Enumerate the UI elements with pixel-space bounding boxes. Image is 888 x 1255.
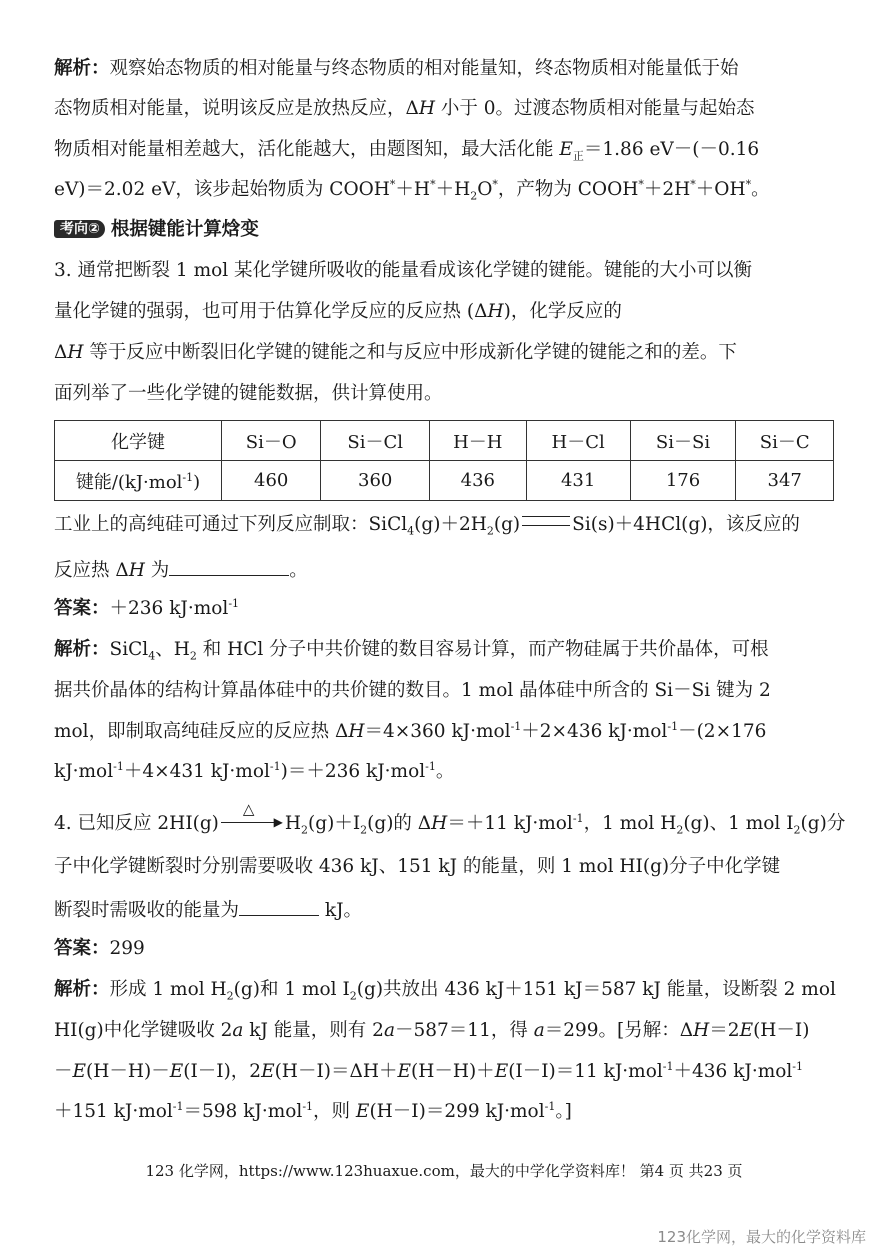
analysis-1-line-1: 解析：观察始态物质的相对能量与终态物质的相对能量知，终态物质相对能量低于始 (54, 58, 739, 79)
q4-answer: 答案：299 (54, 938, 145, 959)
analysis-1-line-4: eV)＝2.02 eV，该步起始物质为 $COOH^*+H^*+H_2O^*$，产物为 COOH*＋2H*＋OH*。 (54, 177, 770, 203)
q4-analysis-line-4: ＋151 kJ·mol$^{-1}$＝598 kJ·mol$^{-1}$，则 E(H－I)＝299 kJ·mol$^{-1}$。] (54, 1099, 572, 1122)
bond-energy-table (54, 420, 834, 501)
q4-analysis-line-3: －E(H－H)－E(I－I)，2E(H－I)＝ΔH＋E(H－H)＋E(I－I)＝11 kJ·mol$^{-1}$＋436 kJ·mol$^{-1}$ (54, 1059, 804, 1082)
analysis-1-line-3: 物质相对能量相差越大，活化能越大，由题图知，最大活化能 $E_正=1.86$ eV－(－0.16 (54, 139, 760, 163)
q3-analysis-line-1: 解析：SiCl$_4$、$H_2$ 和 HCl 分子中共价键的数目容易计算，而产物硅属于共价晶体，可根 (54, 639, 769, 663)
table-row-label: 键能/(kJ·mol$^{-1}$) (55, 461, 222, 501)
answer-blank (239, 897, 319, 916)
equals-arrow-icon (522, 516, 570, 526)
table-cell: 460 (222, 461, 321, 501)
table-cell: Si－Cl (321, 421, 430, 461)
q3-line-4: 面列举了一些化学键的键能数据，供计算使用。 (54, 383, 443, 404)
answer-blank (169, 557, 289, 576)
heat-arrow-icon: △ ▶ (221, 811, 283, 831)
q4-line-2: 子中化学键断裂时分别需要吸收 436 kJ、151 kJ 的能量，则 1 mol HI(g)分子中化学键 (54, 856, 781, 877)
table-row (55, 461, 834, 501)
q4-line-3: 断裂时需吸收的能量为 kJ。 (54, 897, 362, 923)
table-cell: 360 (321, 461, 430, 501)
table-header-row (55, 421, 834, 461)
q3-answer: 答案：＋236 kJ·mol$^{-1}$ (54, 596, 240, 619)
table-cell: H－Cl (526, 421, 630, 461)
q3-line-1: 3. 通常把断裂 1 mol 某化学键所吸收的能量看成该化学键的键能。键能的大小可以衡 (54, 260, 753, 281)
q3-analysis-line-2: 据共价晶体的结构计算晶体硅中的共价键的数目。1 mol 晶体硅中所含的 Si－Si 键为 2 (54, 680, 771, 701)
section-badge: 考向② (54, 220, 105, 238)
table-cell: H－H (429, 421, 526, 461)
q3-analysis-line-4: kJ·mol$^{-1}$＋4×431 kJ·mol$^{-1}$)＝＋236 kJ·mol$^{-1}$。 (54, 759, 455, 782)
table-cell: Si－O (222, 421, 321, 461)
table-cell: 436 (429, 461, 526, 501)
q3-line-6: 反应热 ΔH 为 。 (54, 557, 308, 583)
table-cell: 化学键 (55, 421, 222, 461)
section-heading (54, 218, 259, 242)
q3-line-3: ΔH 等于反应中断裂旧化学键的键能之和与反应中形成新化学键的键能之和的差。下 (54, 342, 737, 363)
q3-reaction-line: 工业上的高纯硅可通过下列反应制取：$SiCl_4(g)+2H_2(g)$ Si(s)＋4HCl(g)，该反应的 (54, 514, 800, 538)
table-cell: 347 (736, 461, 834, 501)
watermark: 123化学网，最大的化学资料库 (657, 1228, 866, 1246)
analysis-1-line-2: 态物质相对能量，说明该反应是放热反应，ΔH 小于 0。过渡态物质相对能量与起始态 (54, 98, 755, 119)
q3-analysis-line-3: mol，即制取高纯硅反应的反应热 ΔH＝4×360 kJ·mol$^{-1}$＋2×436 kJ·mol$^{-1}$－(2×176 (54, 719, 767, 742)
table-cell: Si－C (736, 421, 834, 461)
table-cell: Si－Si (630, 421, 736, 461)
q4-analysis-line-1: 解析：形成 1 mol $H_2(g)$和 1 mol $I_2(g)$共放出 436 kJ＋151 kJ＝587 kJ 能量，设断裂 2 mol (54, 979, 836, 1003)
page-footer: 123 化学网，https://www.123huaxue.com，最大的中学化学资料库！ 第4 页 共23 页 (145, 1162, 743, 1180)
section-title: 根据键能计算焓变 (110, 219, 259, 240)
table-cell: 431 (526, 461, 630, 501)
q4-line-1: 4. 已知反应 2HI(g) △ ▶ $H_2(g)+I_2(g)$的 ΔH＝＋11 kJ·mol$^{-1}$，1 mol $H_2(g)$、1 mol $I_2(g)$分 (54, 800, 846, 837)
q4-analysis-line-2: HI(g)中化学键吸收 2a kJ 能量，则有 2a－587＝11，得 a＝299。[另解：ΔH＝2E(H－I) (54, 1020, 810, 1041)
table-cell: 176 (630, 461, 736, 501)
q3-line-2: 量化学键的强弱，也可用于估算化学反应的反应热 (ΔH)，化学反应的 (54, 301, 622, 322)
